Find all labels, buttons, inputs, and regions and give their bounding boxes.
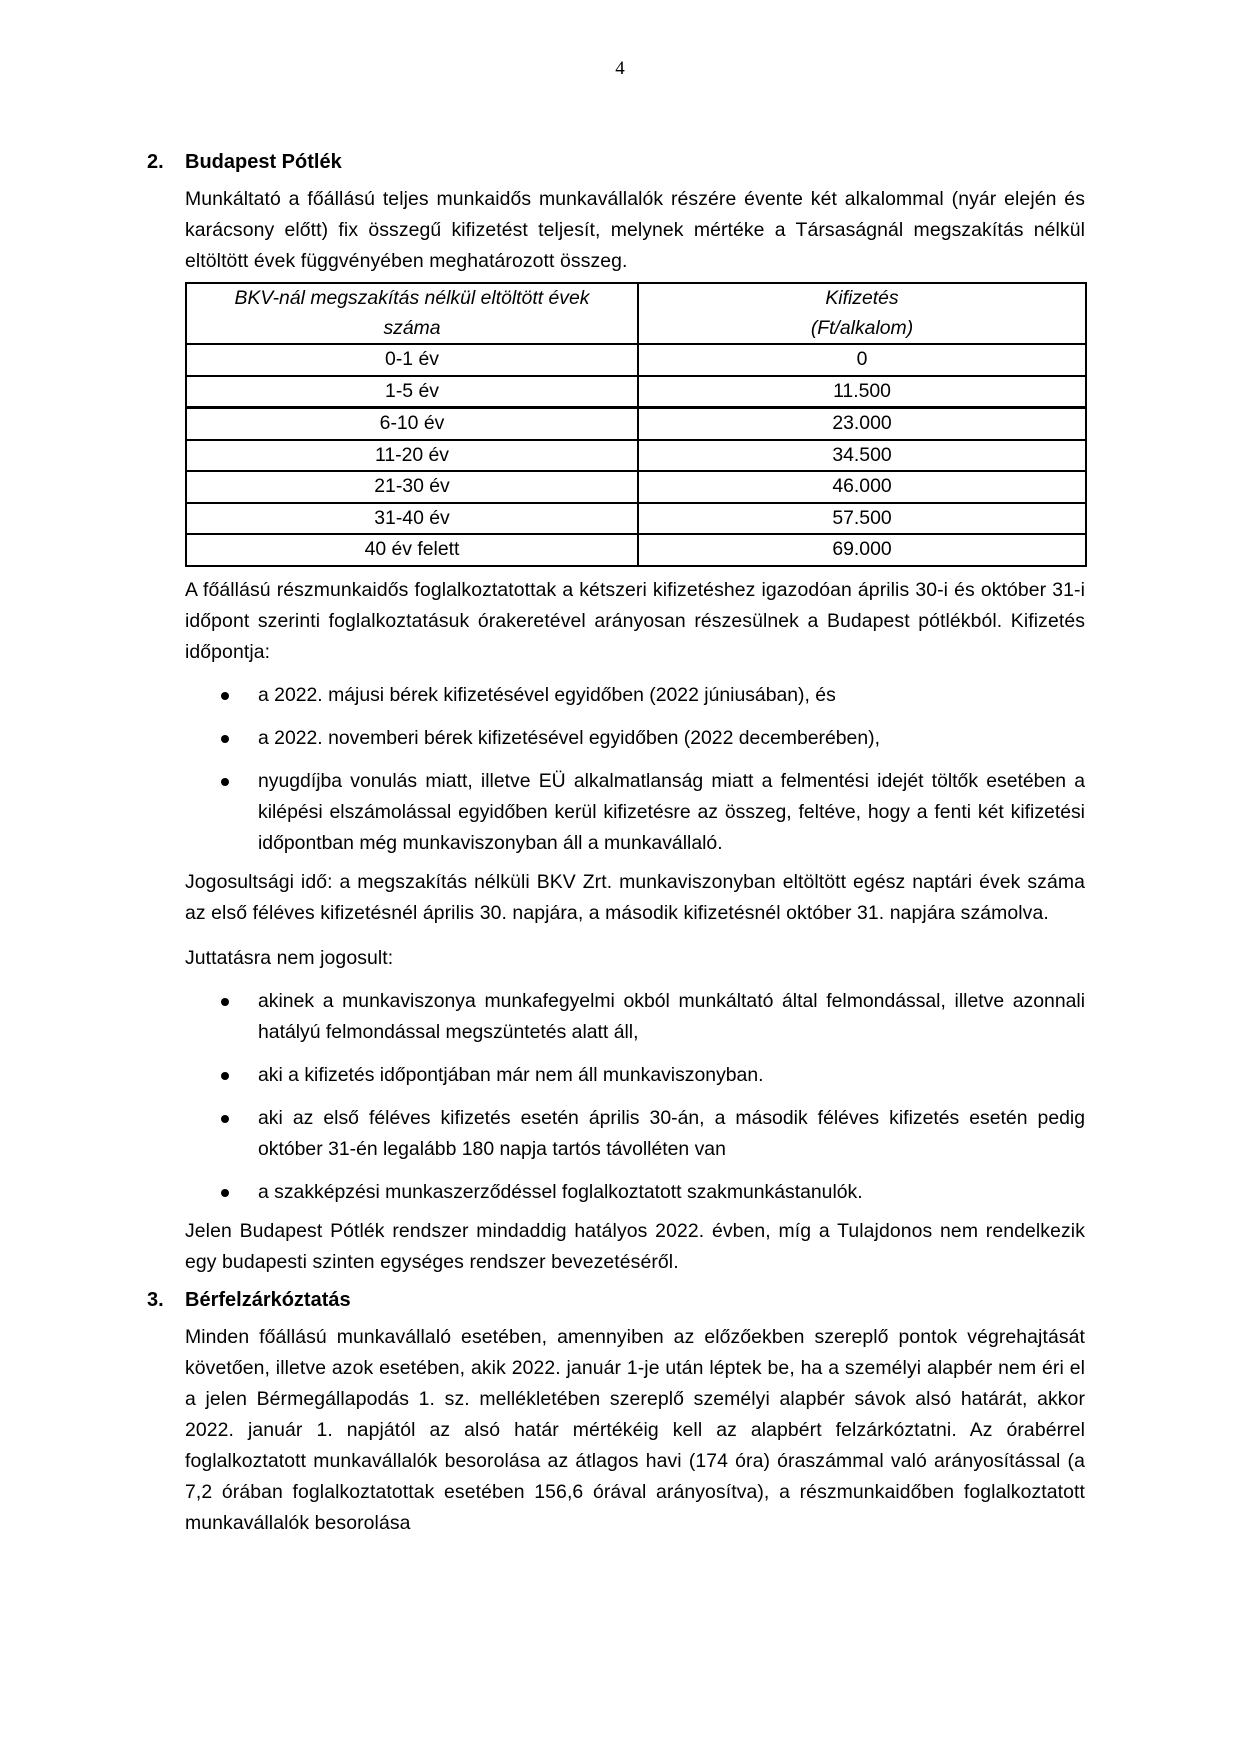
list-item: aki az első féléves kifizetés esetén április 30-án, a második féléves kifizetés esetén pedig október 31-én legalább 180 napja tartós távolléten van: [185, 1103, 1085, 1165]
section-3-paragraph: Minden főállású munkavállaló esetében, amennyiben az előzőekben szereplő pontok végrehajtását követően, illetve azok esetében, akik 2022. január 1-je után léptek be, ha a személyi alapbér nem éri el a jelen Bérmegállapodás 1. sz. mellékletében szereplő személyi alapbér sávok alsó határát, akkor 2022. január 1. napjától az alsó határ mértékéig kell az alapbért felzárkóztatni. Az órabérrel foglalkoztatott munkavállalók besorolása az átlagos havi (174 óra) óraszámmal való arányosítással (a 7,2 órában foglalkoztatottak esetében 156,6 órával arányosítva), a részmunkaidőben foglalkoztatott munkavállalók besorolása: [185, 1325, 1085, 1534]
bullet-icon: [221, 1115, 229, 1123]
table-row: [186, 344, 1086, 376]
not-entitled-list: [185, 986, 1085, 1208]
bullet-icon: [221, 778, 229, 786]
header-years: BKV-nál megszakítás nélkül eltöltött évek száma: [186, 283, 638, 344]
cell-years: 1-5 év: [186, 376, 638, 408]
cell-years: 11-20 év: [186, 440, 638, 472]
cell-amount: 46.000: [638, 471, 1086, 503]
table-row: [186, 408, 1086, 440]
cell-amount: 34.500: [638, 440, 1086, 472]
not-entitled-label: Juttatásra nem jogosult:: [185, 946, 394, 969]
list-item: akinek a munkaviszonya munkafegyelmi okból munkáltató által felmondással, illetve azonnali hatályú felmondással megszüntetés alatt áll,: [185, 986, 1085, 1048]
cell-years: 0-1 év: [186, 344, 638, 376]
page-content: [147, 148, 1085, 1539]
cell-amount: 0: [638, 344, 1086, 376]
list-item: a 2022. novemberi bérek kifizetésével egyidőben (2022 decemberében),: [185, 723, 1085, 754]
table-row: [186, 440, 1086, 472]
section-3-number: 3.: [147, 1288, 164, 1311]
bullet-icon: [221, 1072, 229, 1080]
cell-years: 40 év felett: [186, 534, 638, 566]
cell-amount: 69.000: [638, 534, 1086, 566]
table-header-row: [186, 283, 1086, 344]
section-3-title: Bérfelzárkóztatás: [185, 1288, 351, 1311]
bullet-icon: [221, 998, 229, 1006]
section-2-heading: [147, 148, 1085, 176]
cell-amount: 23.000: [638, 408, 1086, 440]
parttime-paragraph: A főállású részmunkaidős foglalkoztatottak a kétszeri kifizetéshez igazodóan április 30-i és október 31-i időpont szerinti foglalkoztatásuk órakeretével arányosan részesülnek a Budapest pótlékból. Kifizetés időpontja:: [185, 578, 1085, 663]
cell-amount: 11.500: [638, 376, 1086, 408]
section-2-intro: Munkáltató a főállású teljes munkaidős munkavállalók részére évente két alkalommal (nyár elején és karácsony előtt) fix összegű kifizetést teljesít, melynek mértéke a Társaságnál megszakítás nélkül eltöltött évek függvényében meghatározott összeg.: [185, 188, 1085, 272]
list-item: aki a kifizetés időpontjában már nem áll munkaviszonyban.: [185, 1060, 1085, 1091]
cell-years: 31-40 év: [186, 503, 638, 535]
payment-table: [185, 282, 1087, 567]
closing-paragraph: Jelen Budapest Pótlék rendszer mindaddig hatályos 2022. évben, míg a Tulajdonos nem rendelkezik egy budapesti szinten egységes rendszer bevezetéséről.: [185, 1219, 1085, 1273]
section-3-heading: [147, 1286, 1085, 1314]
payment-dates-list: [185, 680, 1085, 859]
cell-amount: 57.500: [638, 503, 1086, 535]
cell-years: 21-30 év: [186, 471, 638, 503]
table-row: [186, 376, 1086, 408]
header-amount: Kifizetés (Ft/alkalom): [638, 283, 1086, 344]
section-2-number: 2.: [147, 151, 164, 173]
cell-years: 6-10 év: [186, 408, 638, 440]
bullet-icon: [221, 692, 229, 700]
bullet-icon: [221, 1189, 229, 1197]
section-2-title: Budapest Pótlék: [185, 151, 342, 173]
list-item: a 2022. májusi bérek kifizetésével egyidőben (2022 júniusában), és: [185, 680, 1085, 711]
table-row: [186, 503, 1086, 535]
page-number: 4: [615, 58, 625, 79]
table-row: [186, 471, 1086, 503]
table-row: [186, 534, 1086, 566]
list-item: a szakképzési munkaszerződéssel foglalkoztatott szakmunkástanulók.: [185, 1177, 1085, 1208]
list-item: nyugdíjba vonulás miatt, illetve EÜ alkalmatlanság miatt a felmentési idejét töltők esetében a kilépési elszámolással egyidőben kerül kifizetésre az összeg, feltéve, hogy a fenti két kifizetési időpontban még munkaviszonyban áll a munkavállaló.: [185, 766, 1085, 859]
bullet-icon: [221, 735, 229, 743]
eligibility-paragraph: Jogosultsági idő: a megszakítás nélküli BKV Zrt. munkaviszonyban eltöltött egész naptári évek száma az első féléves kifizetésnél április 30. napjára, a második kifizetésnél október 31. napjára számolva.: [185, 870, 1085, 924]
